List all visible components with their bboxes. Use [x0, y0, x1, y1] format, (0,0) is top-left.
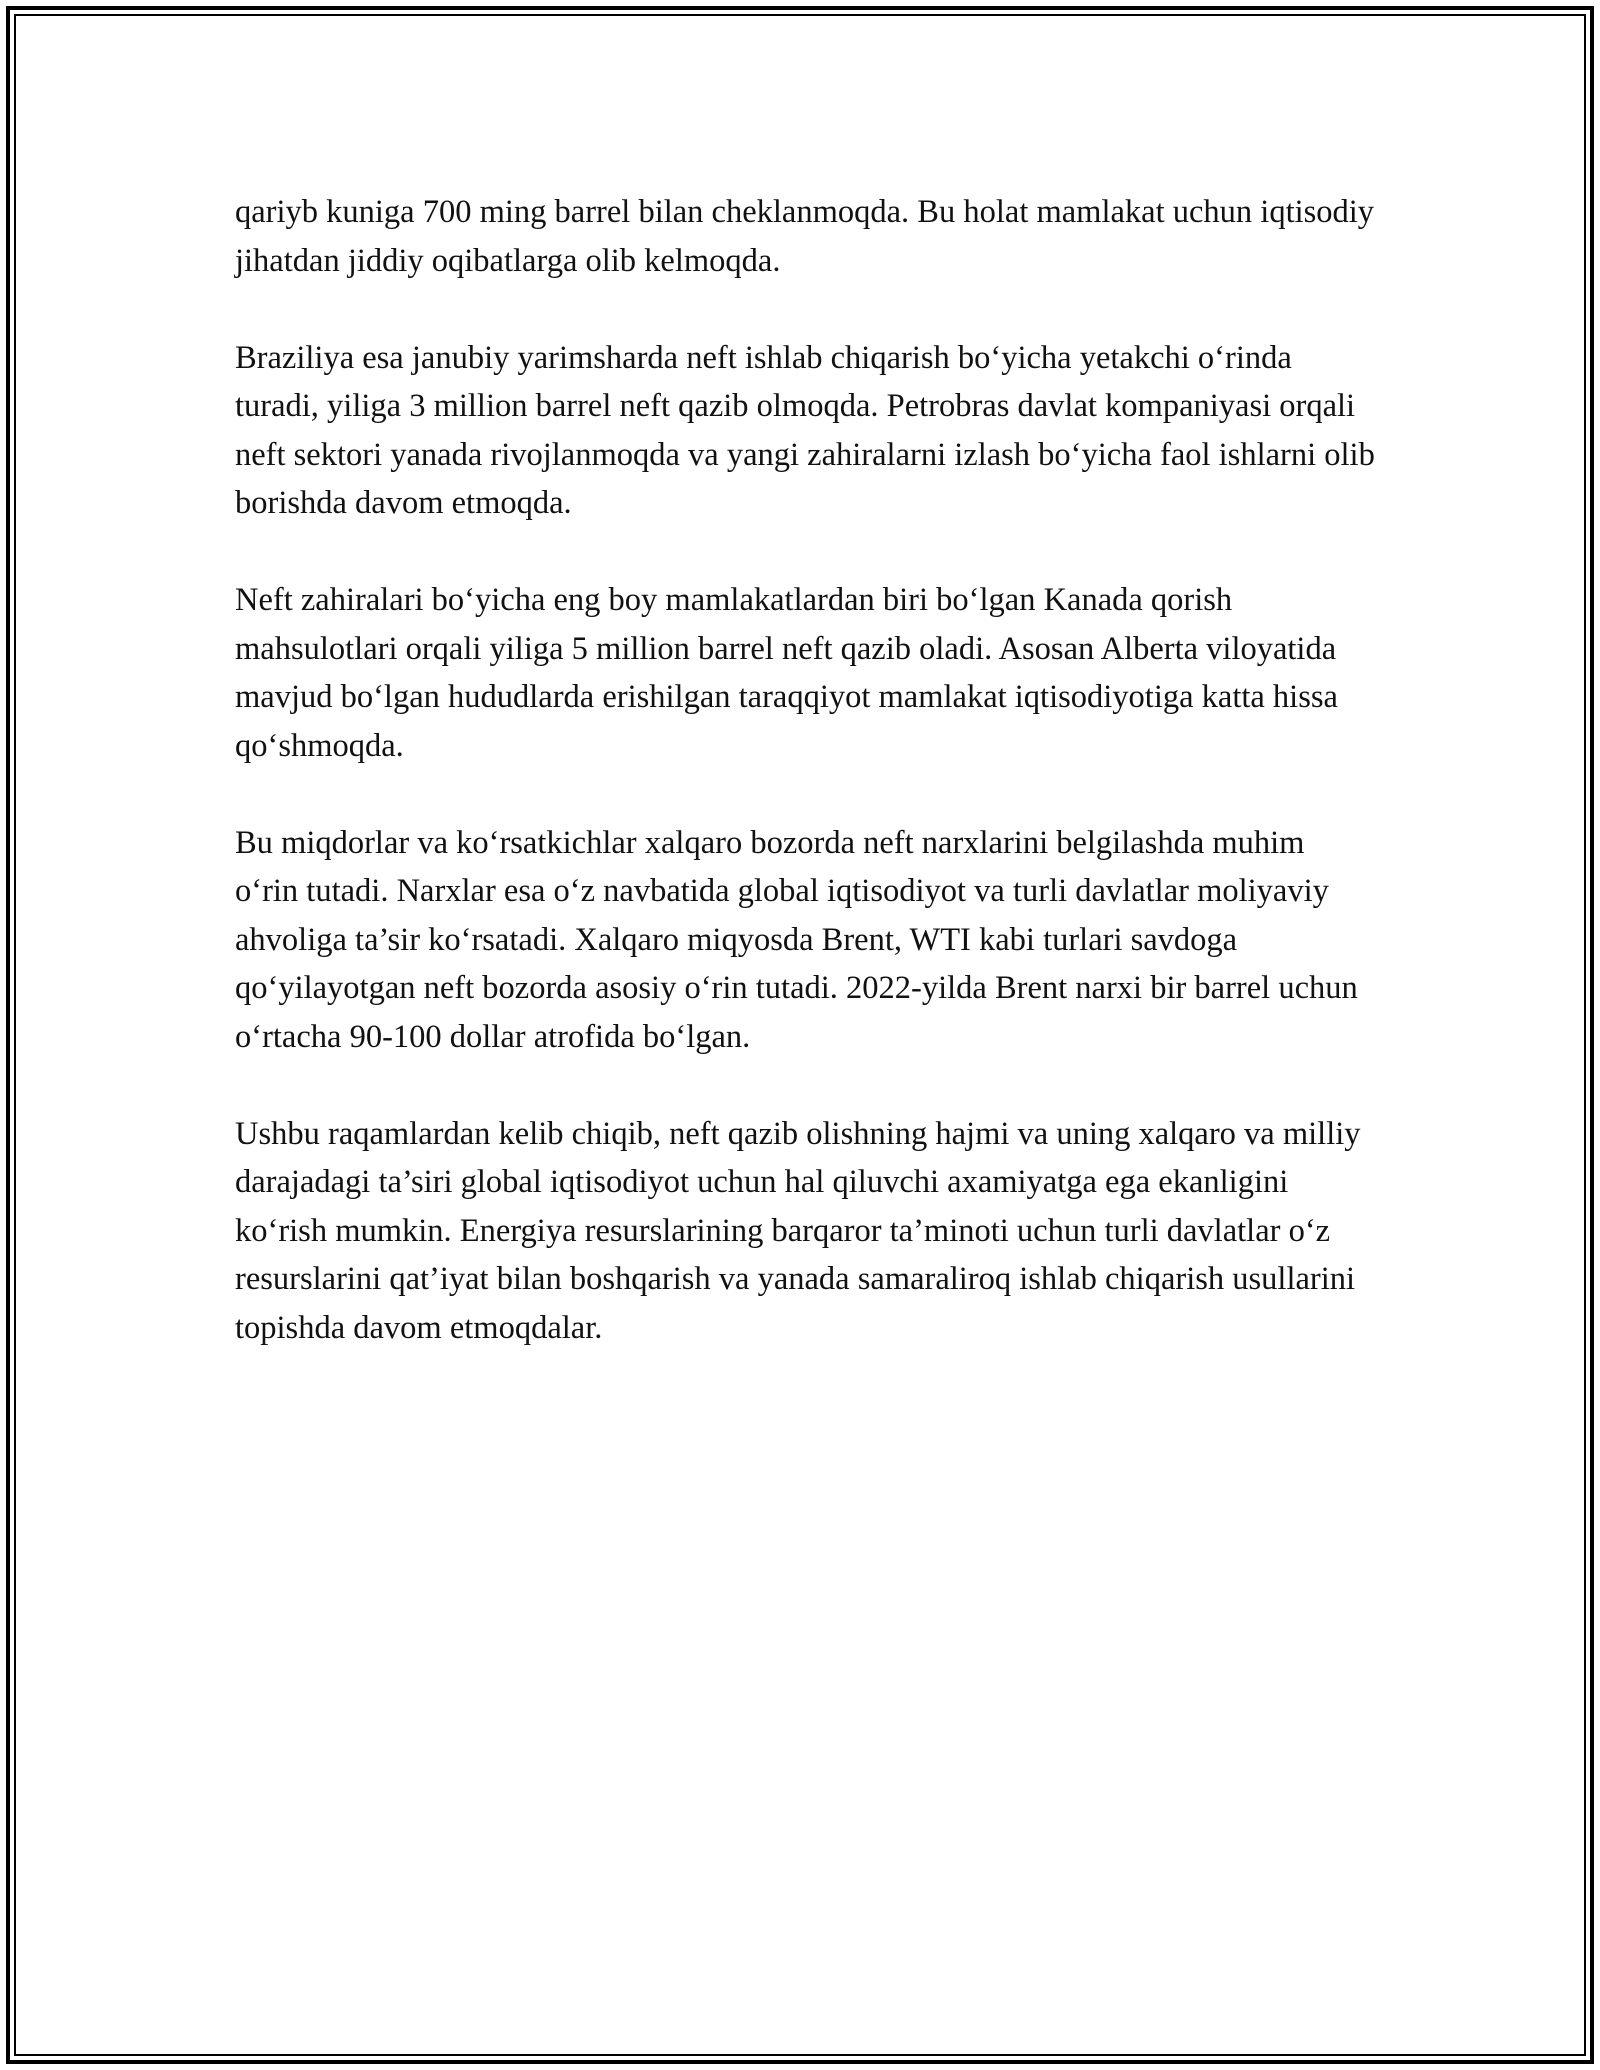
paragraph-oil-prices: Bu miqdorlar va ko‘rsatkichlar xalqaro bozorda neft narxlarini belgilashda muhim o‘rin tutadi. Narxlar esa o‘z navbatida global iqtisodiyot va turli davlatlar moliyaviy ahvoliga ta’sir ko‘rsatadi. Xalqaro miqyosda Brent, WTI kabi turlari savdoga qo‘yilayotgan neft bozorda asosiy o‘rin tutadi. 2022-yilda Brent narxi bir barrel uchun o‘rtacha 90-100 dollar atrofida bo‘lgan.	[235, 824, 1358, 1055]
paragraph-oil-output-limit: qariyb kuniga 700 ming barrel bilan cheklanmoqda. Bu holat mamlakat uchun iqtisodiy jihatdan jiddiy oqibatlarga olib kelmoqda.	[235, 194, 1375, 279]
document-body	[235, 188, 1375, 1401]
paragraph-canada: Neft zahiralari bo‘yicha eng boy mamlakatlardan biri bo‘lgan Kanada qorish mahsulotlari orqali yiliga 5 million barrel neft qazib oladi. Asosan Alberta viloyatida mavjud bo‘lgan hududlarda erishilgan taraqqiyot mamlakat iqtisodiyotiga katta hissa qo‘shmoqda.	[235, 582, 1338, 764]
paragraph-conclusion: Ushbu raqamlardan kelib chiqib, neft qazib olishning hajmi va uning xalqaro va milliy darajadagi ta’siri global iqtisodiyot uchun hal qiluvchi axamiyatga ega ekanligini ko‘rish mumkin. Energiya resurslarining barqaror ta’minoti uchun turli davlatlar o‘z resurslarini qat’iyat bilan boshqarish va yanada samaraliroq ishlab chiqarish usullarini topishda davom etmoqdalar.	[235, 1115, 1361, 1346]
paragraph-brazil: Braziliya esa janubiy yarimsharda neft ishlab chiqarish bo‘yicha yetakchi o‘rinda turadi, yiliga 3 million barrel neft qazib olmoqda. Petrobras davlat kompaniyasi orqali neft sektori yanada rivojlanmoqda va yangi zahiralarni izlash bo‘yicha faol ishlarni olib borishda davom etmoqda.	[235, 339, 1375, 521]
